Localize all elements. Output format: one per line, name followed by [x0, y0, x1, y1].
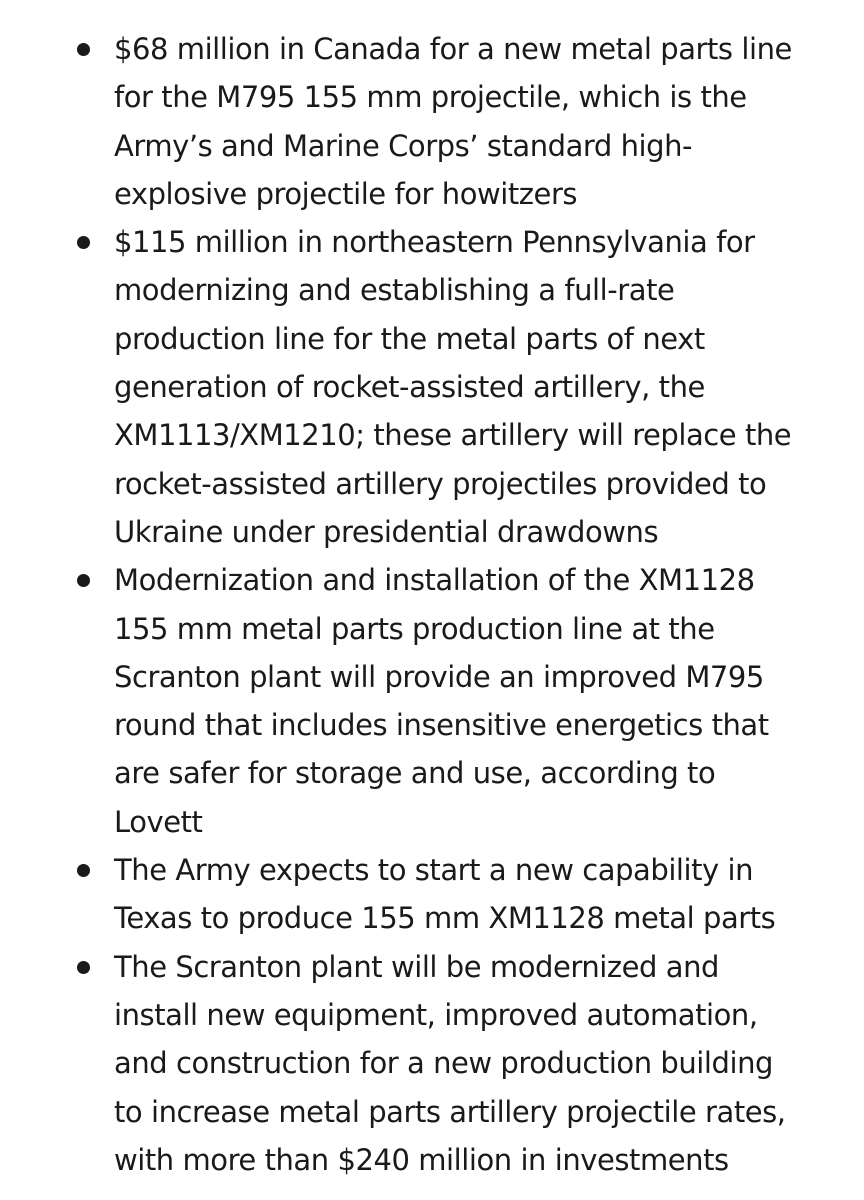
bullet-dot-icon: [77, 961, 90, 974]
list-item-text-line: for the M795 155 mm projectile, which is the: [114, 80, 747, 115]
list-item-text-line: The Army expects to start a new capability in: [114, 853, 754, 888]
list-item-text-line: Texas to produce 155 mm XM1128 metal parts: [114, 901, 776, 936]
list-item-text-line: install new equipment, improved automation,: [114, 997, 758, 1032]
list-item: [0, 218, 864, 556]
list-item-text-line: with more than $240 million in investments: [114, 1142, 729, 1177]
list-item-text-line: Modernization and installation of the XM1128: [114, 563, 755, 598]
list-item-text-line: $68 million in Canada for a new metal parts line: [114, 32, 792, 66]
list-item-text-line: XM1113/XM1210; these artillery will replace the: [114, 418, 792, 453]
bullet-dot-icon: [77, 236, 90, 249]
list-item-text-line: Army’s and Marine Corps’ standard high-: [114, 128, 693, 163]
list-item-text-line: The Scranton plant will be modernized and: [114, 949, 719, 984]
list-item-text-line: modernizing and establishing a full-rate: [114, 273, 675, 308]
bullet-dot-icon: [77, 864, 90, 877]
bullet-dot-icon: [77, 574, 90, 587]
list-item: [0, 556, 864, 846]
list-item-text-line: 155 mm metal parts production line at the: [114, 611, 715, 646]
bullet-dot-icon: [77, 43, 90, 56]
list-item-text-line: Lovett: [114, 804, 203, 839]
list-item-text-line: rocket-assisted artillery projectiles provided to: [114, 466, 767, 501]
list-item-text-line: Ukraine under presidential drawdowns: [114, 514, 659, 549]
list-item-text-line: and construction for a new production building: [114, 1046, 773, 1081]
list-item-text-line: $115 million in northeastern Pennsylvania for: [114, 225, 755, 260]
list-item-text-line: explosive projectile for howitzers: [114, 176, 578, 211]
list-item-text-line: generation of rocket-assisted artillery, the: [114, 370, 705, 405]
list-item-text-line: Scranton plant will provide an improved M795: [114, 659, 764, 694]
list-item-text-line: production line for the metal parts of next: [114, 321, 705, 356]
list-item-text-line: to increase metal parts artillery projectile rates,: [114, 1094, 786, 1129]
list-item: [0, 943, 864, 1184]
list-item-text-line: round that includes insensitive energetics that: [114, 708, 769, 743]
list-item: [0, 846, 864, 943]
bullet-list: [0, 25, 864, 1184]
list-item: [0, 25, 864, 218]
list-item-text-line: are safer for storage and use, according to: [114, 756, 716, 791]
